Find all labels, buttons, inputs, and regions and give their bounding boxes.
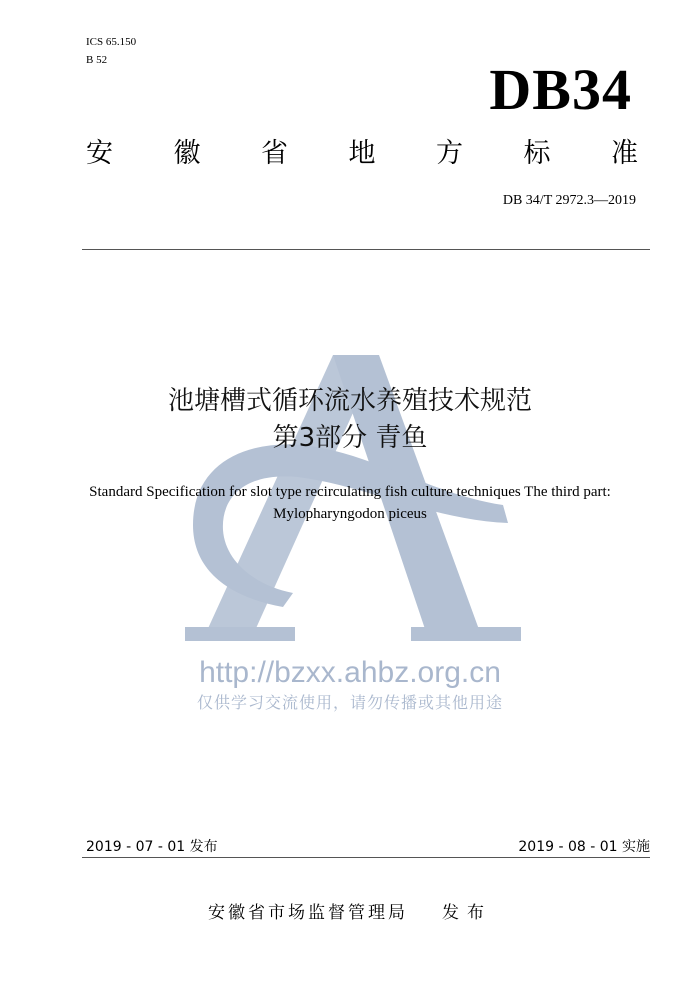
standard-category	[86, 137, 638, 171]
publisher-name: 安徽省市场监督管理局	[208, 903, 408, 923]
category-char: 标	[523, 138, 551, 169]
footer-divider	[82, 857, 650, 858]
implementation-date: 2019 - 08 - 01 实施	[518, 839, 650, 855]
watermark-url: http://bzxx.ahbz.org.cn	[199, 656, 501, 689]
english-title: Standard Specification for slot type recirculating fish culture techniques The third part: Mylopharyngodon piceus	[89, 484, 611, 522]
publish-action: 发布	[442, 903, 492, 923]
date-row	[86, 838, 650, 856]
standard-code-logo: DB34	[489, 57, 632, 122]
document-title: 池塘槽式循环流水养殖技术规范	[167, 386, 532, 416]
category-char: 方	[436, 138, 463, 169]
standard-number: DB 34/T 2972.3—2019	[502, 193, 636, 208]
category-char: 准	[611, 138, 638, 169]
document-subtitle: 第3部分 青鱼	[272, 423, 428, 453]
header-divider	[82, 249, 650, 250]
ccs-code: B 52	[86, 54, 108, 66]
category-char: 徽	[173, 138, 201, 169]
ics-code: ICS 65.150	[86, 36, 137, 48]
category-char: 安	[86, 138, 113, 169]
watermark-note: 仅供学习交流使用，请勿传播或其他用途	[196, 693, 503, 712]
category-char: 地	[348, 138, 376, 169]
publisher-line	[0, 902, 700, 924]
publish-date: 2019 - 07 - 01 发布	[86, 839, 218, 855]
classification-codes	[86, 34, 136, 70]
category-char: 省	[261, 138, 288, 169]
